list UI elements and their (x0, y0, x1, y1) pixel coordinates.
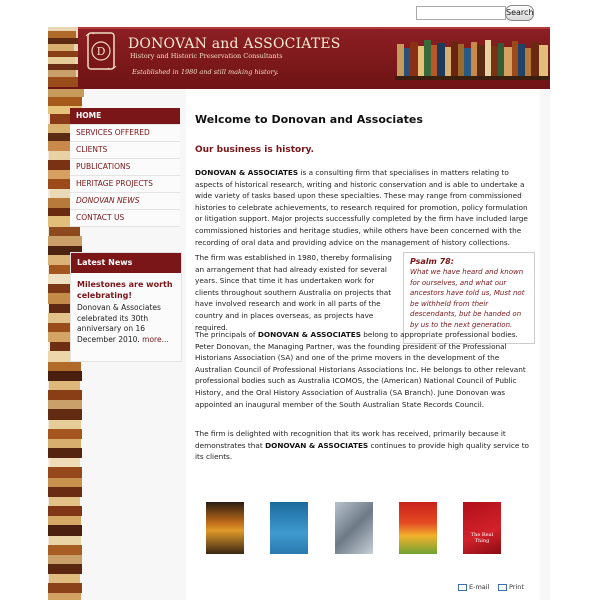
nav-item-services-offered[interactable]: SERVICES OFFERED (70, 125, 180, 142)
thumbnail-title: The Real Thing (470, 532, 494, 544)
print-icon (498, 584, 507, 591)
intro-paragraph (195, 167, 533, 248)
print-label: Print (509, 583, 524, 591)
email-link[interactable] (458, 583, 489, 591)
recognition-text-a: The firm is delighted with recognition that its work has received, primarily because it demonstrates that (195, 429, 506, 450)
news-body (77, 303, 175, 345)
publication-thumbnail[interactable] (270, 502, 308, 554)
nav-item-heritage-projects[interactable]: HERITAGE PROJECTS (70, 176, 180, 193)
header-books-image (48, 27, 78, 87)
site-tagline: Established in 1980 and still making history. (132, 68, 279, 76)
email-label: E-mail (469, 583, 490, 591)
principals-paragraph (195, 329, 533, 410)
recognition-paragraph (195, 428, 533, 463)
publication-thumbnail[interactable] (463, 502, 501, 554)
publication-thumbnail[interactable] (399, 502, 437, 554)
email-icon (458, 584, 467, 591)
firm-name-bold: DONOVAN & ASSOCIATES (257, 330, 361, 339)
latest-news-box (70, 252, 182, 362)
publication-thumbnail[interactable] (335, 502, 373, 554)
site-subtitle: History and Historic Preservation Consultants (130, 52, 283, 60)
svg-text:D: D (96, 45, 106, 58)
principals-text-a: The principals of (195, 330, 258, 339)
page-subheading: Our business is history. (195, 145, 315, 155)
publication-thumbnail[interactable] (206, 502, 244, 554)
latest-news-header: Latest News (71, 253, 181, 273)
firm-name-bold: DONOVAN & ASSOCIATES (265, 440, 369, 450)
history-paragraph: The firm was established in 1980, thereby formalising an arrangement that had already existed for several years. Since that time it has undertaken work for clients throughout southern Australia on projects that have involved research and work in all parts of the country and in places overseas, as projects have required. (195, 253, 392, 332)
search-button[interactable]: Search (505, 5, 534, 21)
site-title: DONOVAN and ASSOCIATES (128, 36, 341, 52)
nav-item-clients[interactable]: CLIENTS (70, 142, 180, 159)
recognition-text-b: continues to provide high quality service to its clients. (195, 440, 530, 462)
nav-item-home[interactable]: HOME (70, 108, 180, 125)
news-text: Donovan & Associates celebrated its 30th anniversary on 16 December 2010. (77, 303, 161, 344)
firm-name-bold: DONOVAN & ASSOCIATES (195, 168, 299, 177)
nav-item-contact-us[interactable]: CONTACT US (70, 210, 180, 227)
principals-text-b: belong to appropriate professional bodies. Peter Donovan, the Managing Partner, was the founding president of the Professional Historians Association (SA) and one of the prime movers in the development of the Australian Council of Professional Historians Associations Inc. He belongs to other relevant professional bodies such as Australia ICOMOS, the (American) National Council of Public History, and the Oral History Association of Australia (SA Branch). June Donovan was appointed an inaugural member of the South Australian State Records Council. (195, 330, 526, 409)
print-link[interactable] (498, 583, 524, 591)
quote-title: Psalm 78: (410, 257, 454, 266)
quote-text: What we have heard and known for ourselves, and what our ancestors have told us, Must not be withheld from their descendants, but be handed on by us to the next generation. (410, 268, 525, 329)
intro-text: is a consulting firm that specialises in matters relating to aspects of historical research, writing and historic conservation and is able to undertake a wide variety of tasks based upon these specialties. These may range from commissioned histories to celebrate achievements, to research required for promotion, policy formulation or litigation support. Major projects successfully completed by the firm have included large commissioned histories and heritage studies, while others have been concerned with the recording of oral data and providing advice on the management of history collections. (195, 168, 528, 247)
main-nav (70, 108, 180, 227)
page-title: Welcome to Donovan and Associates (195, 113, 423, 126)
scroll-logo-icon (84, 30, 118, 72)
news-title-link[interactable]: Milestones are worth celebrating! (77, 280, 173, 300)
news-more-link[interactable]: more... (142, 334, 169, 344)
bookshelf-image (395, 38, 550, 80)
search-input[interactable] (416, 6, 506, 20)
nav-item-publications[interactable]: PUBLICATIONS (70, 159, 180, 176)
nav-item-donovan-news[interactable]: DONOVAN NEWS (70, 193, 180, 210)
